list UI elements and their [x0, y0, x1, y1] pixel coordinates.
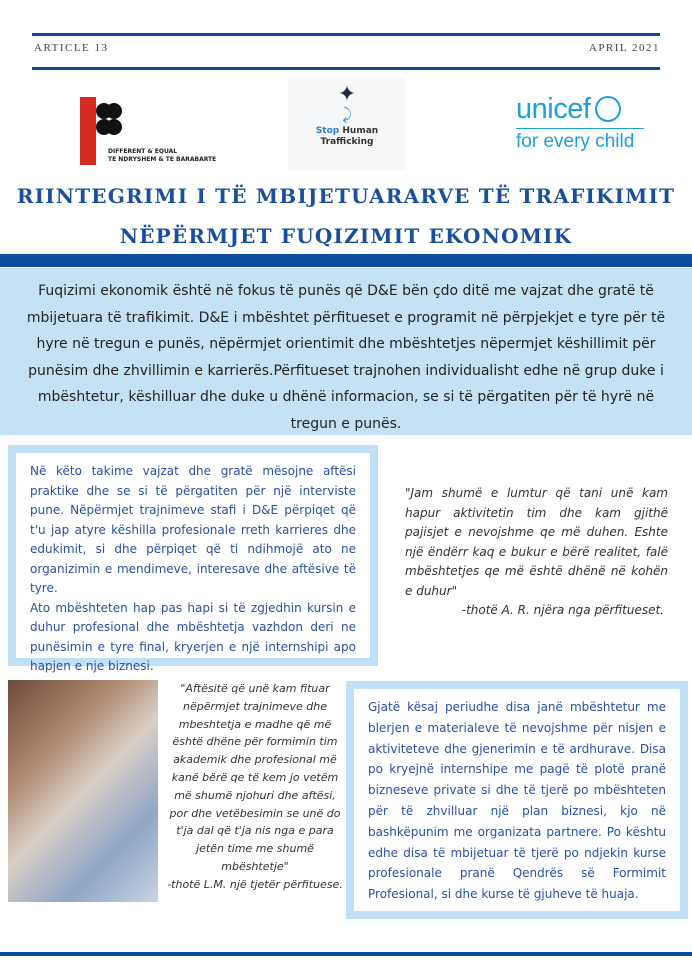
article-number: ARTICLE 13	[34, 42, 109, 54]
quote-lm	[166, 680, 344, 894]
unicef-wordmark: unicef	[516, 93, 591, 125]
quote-lm-text: "Aftësitë që unë kam fituar nëpërmjet trajnimeve dhe mbeshtetja e madhe që më është dhëne për formimin tim akademik dhe profesional më kanë bërë qe të kem jo vetëm më shumë njohuri dhe aftësi, por dhe vetëbesimin se unë do t'ja dal që t'ja nis nga e para jetën time me shumë mbështetje"	[169, 682, 341, 873]
sht-word-trafficking: Trafficking	[320, 137, 374, 147]
de-logo-line2: TE NDRYSHEM & TE BARABARTE	[108, 156, 217, 163]
intro-paragraph: Fuqizimi ekonomik është në fokus të punës që D&E bën çdo ditë me vajzat dhe gratë të mbijetuara të trafikimit. D&E i mbështet përfitueset e programit në përpjekjet e tyre për të hyre në tregun e punës, nëpërmjet orientimit dhe mbështetjes nëpermjet këshillimit për punësim dhe zhvillimin e karrierës.Përfitueset trajnohen individualisht edhe në grup duke i mbështetur, këshilluar dhe duke u dhënë informacion, se si të përgatiten për të hyrë në tregun e punës.	[0, 268, 692, 435]
issue-date: APRIL 2021	[588, 42, 660, 54]
header-rule	[32, 67, 660, 70]
quote-lm-attribution: -thotë L.M. një tjetër përfituese.	[167, 877, 343, 891]
activities-box	[346, 681, 688, 919]
quote-ar-attribution: -thotë A. R. njëra nga përfitueset.	[461, 603, 664, 617]
training-paragraph-2: Ato mbështeten hap pas hapi si të zgjedhin kursin e duhur profesional dhe mbështetja vazhdon deri ne punësimin e tyre final, kryerjen e një internshipi apo hapjen e nje biznesi.	[30, 600, 356, 673]
top-rule	[32, 33, 660, 36]
different-equal-logo	[80, 97, 230, 167]
article-title-line2: NËPËRMJET FUQIZIMIT EKONOMIK	[119, 224, 573, 248]
unicef-logo	[516, 93, 648, 168]
person-breaking-chains-icon: ✦	[337, 82, 357, 107]
article-title-line1: RIINTEGRIMI I TË MBIJETUARARVE TË TRAFIKIMIT	[16, 184, 676, 208]
arrow-icon: ⤸	[342, 105, 352, 124]
quote-ar	[405, 484, 668, 621]
unicef-tagline: for every child	[516, 131, 635, 152]
un-emblem-icon	[595, 96, 621, 122]
training-box	[8, 445, 378, 673]
activities-paragraph: Gjatë kësaj periudhe disa janë mbështetur me blerjen e materialeve të nevojshme për nisjen e aktiviteteve dhe gjenerimin e të ardhurave. Disa po kryejnë internshipe me pagë të plotë pranë bizneseve private si dhe të tjerë po mbështeten për të zhvilluar një plan biznesi, kjo në bashkëpunim me organizata partnere. Po kështu edhe disa të mbijetuar të tjerë po ndjekin kurse profesionale pranë Qendrës së Formimit Profesional, si dhe kurse të gjuheve të huaja.	[368, 700, 666, 902]
title-band	[0, 254, 692, 267]
training-paragraph-1: Në këto takime vajzat dhe gratë mësojne aftësi praktike dhe se si të përgatiten për një interviste pune. Nëpërmjet trajnimeve stafi i D&E përpiqet që t'u jap atyre këshilla profesionale rreth karrieres dhe edukimit, si dhe përpiqet që ti ndihmojë ato ne organizimin e mendimeve, interesave dhe aftësive të tyre.	[30, 464, 356, 595]
photo-woman-reading-brochure	[8, 680, 158, 902]
footer-rule	[0, 952, 692, 956]
quote-ar-text: "Jam shumë e lumtur që tani unë kam hapur aktivitetin tim dhe kam gjithë pajisjet e nevojshme qe më duhen. Eshte një ëndërr kaq e bukur e bërë realitet, falë mbështetjes qe më është dhënë në kohën e duhur"	[405, 486, 668, 598]
stop-human-trafficking-logo	[288, 78, 406, 170]
sht-word-human: Human	[342, 126, 379, 136]
sht-word-stop: Stop	[315, 126, 340, 136]
de-logo-line1: DIFFERENT & EQUAL	[108, 148, 178, 155]
